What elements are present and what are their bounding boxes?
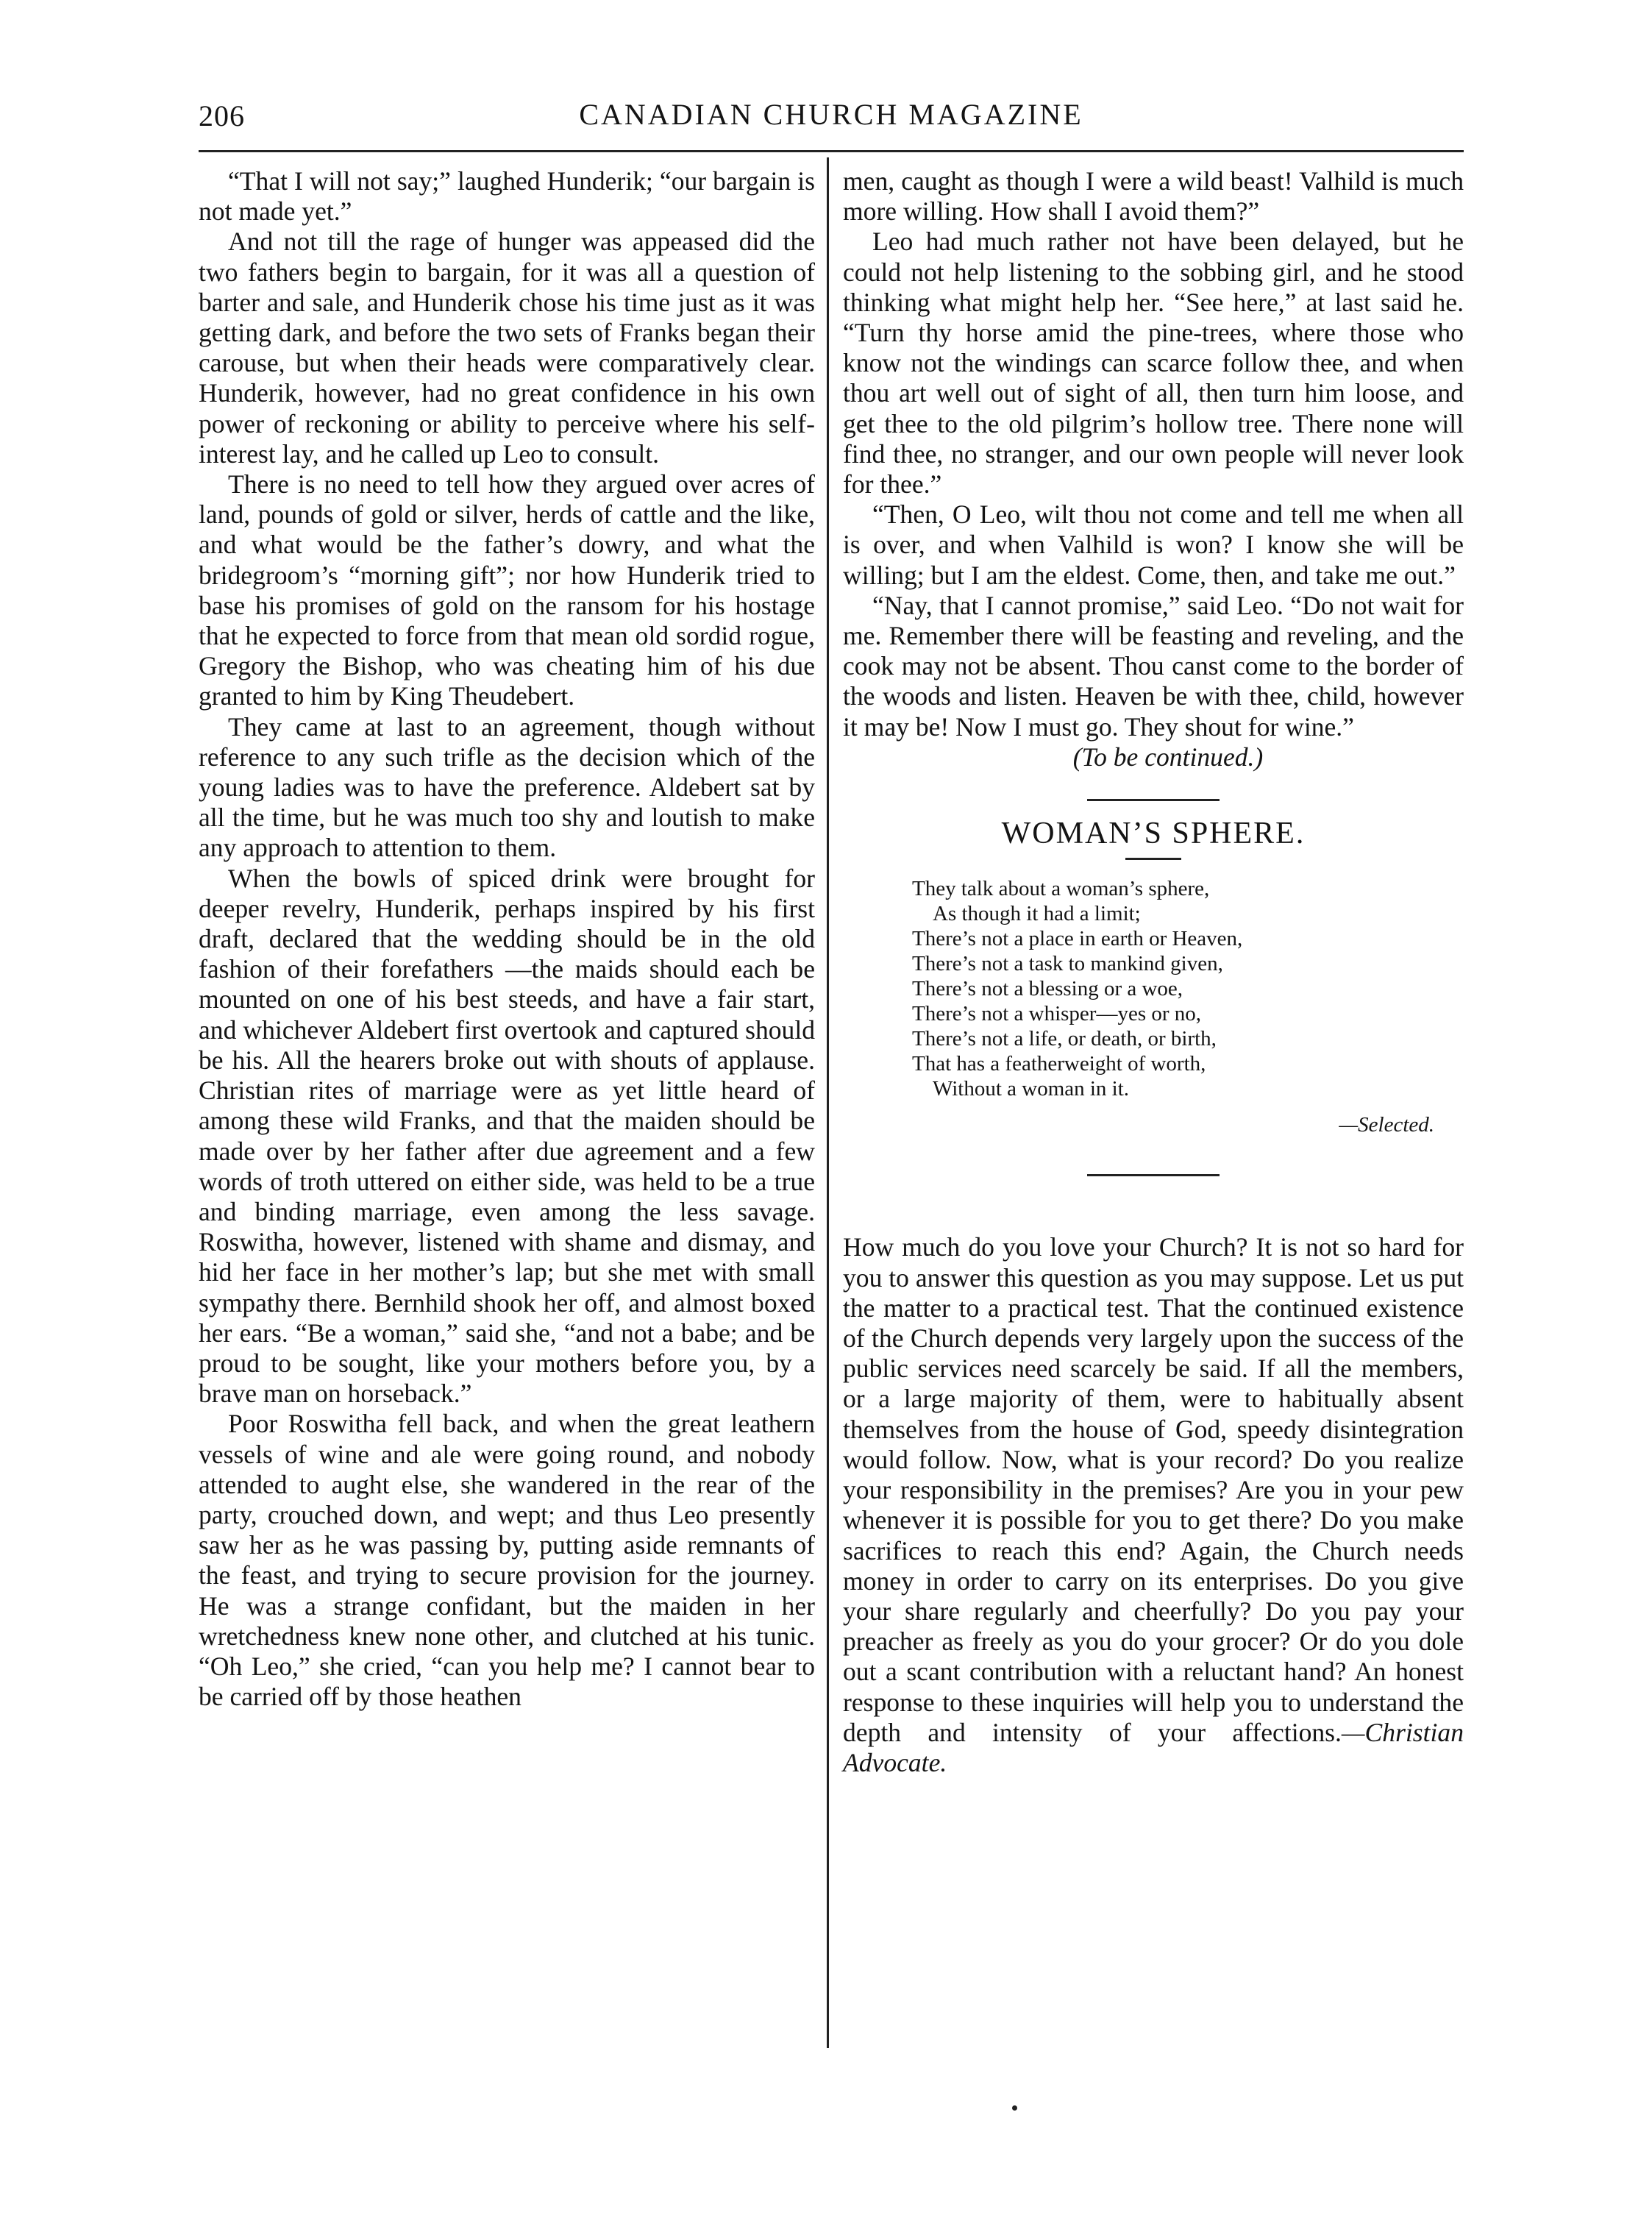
story-paragraph: Leo had much rather not have been delayed, but he could not help listening to the sobbing girl, and he stood thinking what might help her. “See here,” at last said he. “Turn thy horse amid the pine-trees, where those who know not the windings can scarce follow thee, and when thou art well out of sight of all, then turn him loose, and get thee to the old pilgrim’s hollow tree. There none will find thee, no stranger, and our own people will never look for thee.” bbox=[843, 227, 1464, 500]
left-column bbox=[199, 166, 815, 1712]
story-paragraph: “Nay, that I cannot promise,” said Leo. “Do not wait for me. Remember there will be feasting and reveling, and the cook may not be absent. Thou canst come to the border of the woods and listen. Heaven be with thee, child, however it may be! Now I must go. They shout for wine.” bbox=[843, 590, 1464, 742]
poem-attribution: —Selected. bbox=[1339, 1113, 1434, 1137]
story-paragraph: They came at last to an agreement, though without reference to any such trifle as the decision which of the young ladies was to have the preference. Aldebert sat by all the time, but he was much too shy and loutish to make any approach to attention to them. bbox=[199, 711, 815, 863]
article-source: —Christian Advocate. bbox=[843, 1717, 1464, 1777]
story-paragraph: “Then, O Leo, wilt thou not come and tell me when all is over, and when Valhild is won? I know she will be willing; but I am the eldest. Come, then, and take me out.” bbox=[843, 500, 1464, 590]
story-paragraph: And not till the rage of hunger was appeased did the two fathers begin to bargain, for it was all a question of barter and sale, and Hunderik chose his time just as it was getting dark, and before the two sets of Franks began their carouse, but when their heads were comparatively clear. Hunderik, however, had no great confidence in his own power of reckoning or ability to perceive where his self-interest lay, and he called up Leo to consult. bbox=[199, 227, 815, 469]
running-title: CANADIAN CHURCH MAGAZINE bbox=[579, 98, 1083, 131]
poem-line: As though it had a limit; bbox=[933, 902, 1141, 926]
title-underline bbox=[1125, 858, 1181, 860]
poem-line: Without a woman in it. bbox=[933, 1077, 1130, 1101]
poem-line: That has a featherweight of worth, bbox=[912, 1052, 1206, 1076]
story-paragraph: When the bowls of spiced drink were brought for deeper revelry, Hunderik, perhaps inspired by his first draft, declared that the wedding should be in the old fashion of their forefathers —the maids should each be mounted on one of his best steeds, and have a fair start, and whichever Aldebert first overtook and captured should be his. All the hearers broke out with shouts of applause. Christian rites of marriage were as yet little heard of among these wild Franks, and that the maiden should be made over by her father after due agreement and a few words of troth uttered on either side, was held to be a true and binding marriage, even among the less savage. Roswitha, however, listened with shame and dismay, and hid her face in her mother’s lap; but she met with small sympathy there. Bernhild shook her off, and almost boxed her ears. “Be a woman,” said she, “and not a babe; and be proud to be sought, like your mothers before you, by a brave man on horseback.” bbox=[199, 863, 815, 1409]
story-paragraph: men, caught as though I were a wild beast! Valhild is much more willing. How shall I avoid them?” bbox=[843, 166, 1464, 227]
article-text: How much do you love your Church? It is not so hard for you to answer this question as you may suppose. Let us put the matter to a practical test. That the continued existence of the Church depends very largely upon the success of the public services need scarcely be said. If all the members, or a large majority of them, were to habitually absent themselves from the house of God, speedy disintegration would follow. Now, what is your record? Do you realize your responsibility in the premises? Are you in your pew whenever it is possible for you to get there? Do you make sacrifices to reach this end? Again, the Church needs money in order to carry on its enterprises. Do you give your share regularly and cheerfully? Do you pay your preacher as freely as you do your grocer? Or do you dole out a scant contribution with a reluctant hand? An honest response to these inquiries will help you to understand the depth and intensity of your affections. bbox=[843, 1232, 1464, 1747]
poem-line: They talk about a woman’s sphere, bbox=[912, 877, 1210, 901]
poem-line: There’s not a task to mankind given, bbox=[912, 952, 1223, 976]
page-header bbox=[199, 94, 1464, 138]
story-paragraph: Poor Roswitha fell back, and when the great leathern vessels of wine and ale were going round, and nobody attended to aught else, she wandered in the rear of the party, crouched down, and wept; and thus Leo presently saw her as he was passing by, putting aside remnants of the feast, and trying to secure provision for the journey. He was a strange confidant, but the maiden in her wretchedness knew none other, and clutched at his tunic. “Oh Leo,” she cried, “can you help me? I cannot bear to be carried off by those heathen bbox=[199, 1409, 815, 1712]
poem-line: There’s not a blessing or a woe, bbox=[912, 977, 1183, 1001]
header-rule bbox=[199, 150, 1464, 152]
poem-title: WOMAN’S SPHERE. bbox=[1001, 817, 1306, 851]
right-column bbox=[843, 166, 1464, 1778]
column-divider bbox=[827, 157, 829, 2048]
to-be-continued-note: (To be continued.) bbox=[1072, 742, 1264, 772]
poem-line: There’s not a place in earth or Heaven, bbox=[912, 927, 1243, 951]
story-paragraph: There is no need to tell how they argued over acres of land, pounds of gold or silver, herds of cattle and the like, and what would be the father’s dowry, and what the bridegroom’s “morning gift”; nor how Hunderik tried to base his promises of gold on the ransom for his hostage that he expected to force from that mean old sordid rogue, Gregory the Bishop, who was cheating him of his due granted to him by King Theudebert. bbox=[199, 469, 815, 711]
poem bbox=[912, 876, 1464, 1101]
poem-line: There’s not a life, or death, or birth, bbox=[912, 1027, 1217, 1051]
page-number: 206 bbox=[199, 99, 245, 132]
ornament-dot bbox=[1012, 2105, 1017, 2111]
poem-line: There’s not a whisper—yes or no, bbox=[912, 1002, 1202, 1026]
section-rule bbox=[1087, 1174, 1220, 1176]
article-paragraph bbox=[843, 1232, 1464, 1778]
section-rule bbox=[1087, 799, 1220, 801]
story-paragraph: “That I will not say;” laughed Hunderik; “our bargain is not made yet.” bbox=[199, 166, 815, 227]
